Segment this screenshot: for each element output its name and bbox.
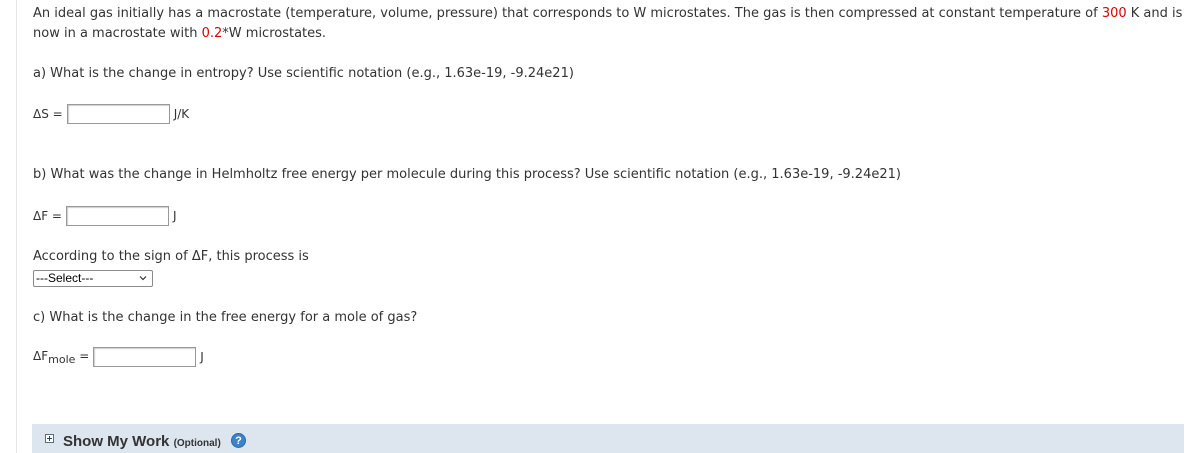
- question-c-prompt: c) What is the change in the free energy for a mole of gas?: [33, 310, 418, 325]
- question-b-prompt: b) What was the change in Helmholtz free energy per molecule during this process? Use scientific notation (e.g., 1.63e-19, -9.24e21): [33, 167, 901, 182]
- entropy-label: ΔS =: [33, 107, 63, 121]
- problem-statement: [33, 4, 1183, 44]
- show-my-work-bar[interactable]: [32, 424, 1184, 453]
- temperature-value: 300: [1101, 6, 1127, 21]
- mole-free-energy-input[interactable]: [93, 347, 196, 367]
- chevron-down-icon: [139, 274, 147, 282]
- mole-label-eq: =: [75, 348, 90, 363]
- process-select[interactable]: [33, 270, 153, 287]
- mole-label-sub: mole: [48, 352, 76, 366]
- left-border: [16, 0, 17, 453]
- mole-free-energy-unit: J: [200, 350, 204, 364]
- factor-value: 0.2: [201, 26, 223, 41]
- intro-text: An ideal gas initially has a macrostate (temperature, volume, pressure) that corresponds to W microstates. The gas is then compressed at constant temperature of: [33, 6, 1102, 21]
- mole-label-main: ΔF: [33, 348, 49, 363]
- mole-free-energy-label: [33, 349, 89, 366]
- intro-text-2: K and is now in a macrostate with: [33, 6, 1183, 41]
- help-icon[interactable]: ?: [231, 433, 246, 448]
- sign-prompt: According to the sign of ΔF, this process is: [33, 249, 309, 264]
- helmholtz-unit: J: [172, 209, 177, 223]
- helmholtz-input[interactable]: [66, 206, 169, 226]
- answer-row-helmholtz: [33, 205, 177, 227]
- entropy-unit: J/K: [173, 107, 190, 121]
- expand-plus-icon[interactable]: [45, 434, 54, 443]
- question-a-prompt: a) What is the change in entropy? Use scientific notation (e.g., 1.63e-19, -9.24e21): [33, 66, 574, 81]
- answer-row-entropy: [33, 103, 189, 125]
- show-my-work-label: Show My Work: [63, 433, 170, 450]
- answer-row-mole: [33, 346, 204, 368]
- optional-label: (Optional): [173, 438, 221, 449]
- helmholtz-label: ΔF =: [33, 209, 62, 223]
- show-my-work-title[interactable]: [63, 433, 221, 450]
- intro-text-3: *W microstates.: [222, 26, 327, 41]
- process-select-value: ---Select---: [36, 271, 94, 285]
- entropy-input[interactable]: [67, 104, 170, 124]
